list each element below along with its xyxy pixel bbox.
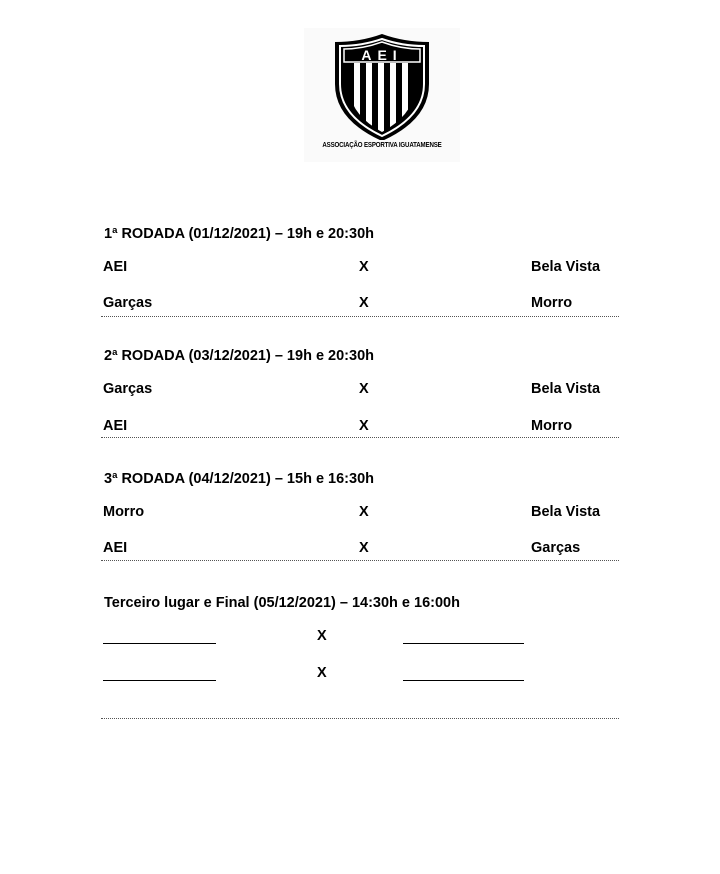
round-1-match-1-home: AEI bbox=[103, 259, 128, 275]
round-3-match-2-away: Garças bbox=[531, 540, 581, 556]
divider bbox=[101, 437, 619, 438]
round-3-match-1-away: Bela Vista bbox=[531, 504, 601, 520]
round-3-match-1-vs: X bbox=[359, 504, 369, 520]
logo-initials: AEI bbox=[361, 47, 403, 63]
round-1-match-1-away: Bela Vista bbox=[531, 259, 601, 275]
finals-match-1-home-blank bbox=[103, 643, 216, 644]
finals-match-1-vs: X bbox=[317, 628, 327, 644]
divider bbox=[101, 560, 619, 561]
round-1-match-2-home: Garças bbox=[103, 295, 153, 311]
divider bbox=[101, 316, 619, 317]
round-1-match-2-vs: X bbox=[359, 295, 369, 311]
round-2-match-1-vs: X bbox=[359, 381, 369, 397]
finals-match-2-home-blank bbox=[103, 680, 216, 681]
finals-title: Terceiro lugar e Final (05/12/2021) – 14:30h e 16:00h bbox=[104, 595, 460, 611]
round-2-match-2-vs: X bbox=[359, 418, 369, 434]
finals-match-1-away-blank bbox=[403, 643, 524, 644]
round-3-title: 3ª RODADA (04/12/2021) – 15h e 16:30h bbox=[104, 471, 374, 487]
round-1-match-1-vs: X bbox=[359, 259, 369, 275]
round-1-match-2-away: Morro bbox=[531, 295, 573, 311]
divider bbox=[101, 718, 619, 719]
round-3-match-1-home: Morro bbox=[103, 504, 145, 520]
round-2-match-1-away: Bela Vista bbox=[531, 381, 601, 397]
round-2-match-2-away: Morro bbox=[531, 418, 573, 434]
round-2-match-2-home: AEI bbox=[103, 418, 128, 434]
round-2-match-1-home: Garças bbox=[103, 381, 153, 397]
logo-caption: ASSOCIAÇÃO ESPORTIVA IGUATAMENSE bbox=[322, 140, 442, 149]
round-3-match-2-vs: X bbox=[359, 540, 369, 556]
round-3-match-2-home: AEI bbox=[103, 540, 128, 556]
shield-crest-icon bbox=[304, 28, 460, 140]
finals-match-2-away-blank bbox=[403, 680, 524, 681]
round-2-title: 2ª RODADA (03/12/2021) – 19h e 20:30h bbox=[104, 348, 374, 364]
finals-match-2-vs: X bbox=[317, 665, 327, 681]
club-logo bbox=[304, 28, 460, 162]
round-1-title: 1ª RODADA (01/12/2021) – 19h e 20:30h bbox=[104, 226, 374, 242]
